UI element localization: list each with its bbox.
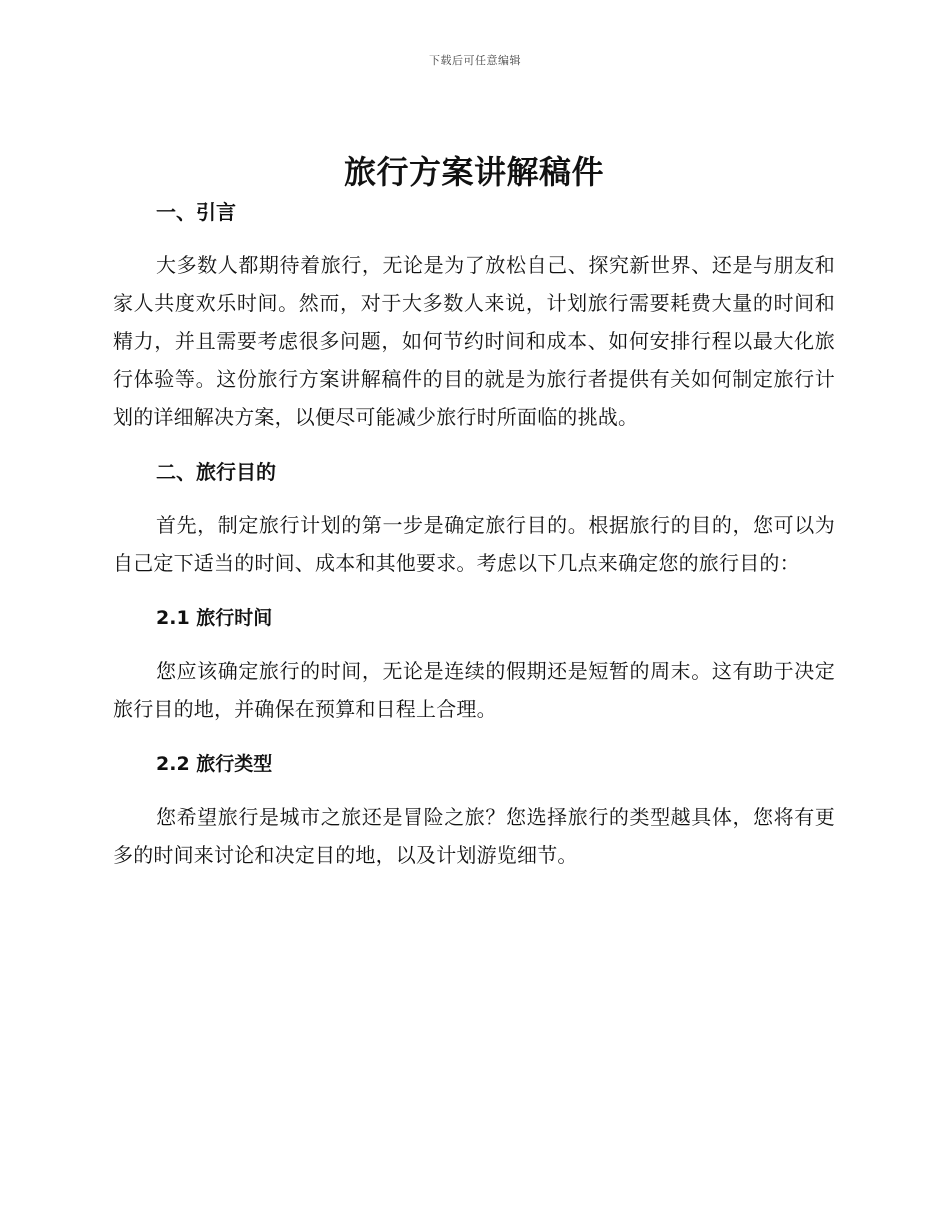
document-title: 旅行方案讲解稿件 xyxy=(343,153,604,191)
subsection-heading-travel-type: 2.2 旅行类型 xyxy=(156,753,273,775)
subsection-heading-travel-time: 2.1 旅行时间 xyxy=(156,607,273,629)
section-paragraph-introduction: 大多数人都期待着旅行，无论是为了放松自己、探究新世界、还是与朋友和家人共度欢乐时间。然而，对于大多数人来说，计划旅行需要耗费大量的时间和精力，并且需要考虑很多问题，如何节约时间和成本、如何安排行程以最大化旅行体验等。这份旅行方案讲解稿件的目的就是为旅行者提供有关如何制定旅行计划的详细解决方案，以便尽可能减少旅行时所面临的挑战。 xyxy=(113,253,835,429)
section-heading-introduction: 一、引言 xyxy=(156,200,236,224)
page-header-note: 下载后可任意编辑 xyxy=(429,54,521,67)
section-heading-travel-purpose: 二、旅行目的 xyxy=(156,460,276,484)
subsection-paragraph-travel-type: 您希望旅行是城市之旅还是冒险之旅？您选择旅行的类型越具体，您将有更多的时间来讨论和决定目的地，以及计划游览细节。 xyxy=(113,805,835,867)
section-paragraph-travel-purpose: 首先，制定旅行计划的第一步是确定旅行目的。根据旅行的目的，您可以为自己定下适当的时间、成本和其他要求。考虑以下几点来确定您的旅行目的： xyxy=(113,513,835,575)
subsection-paragraph-travel-time: 您应该确定旅行的时间，无论是连续的假期还是短暂的周末。这有助于决定旅行目的地，并确保在预算和日程上合理。 xyxy=(113,659,835,721)
document-body xyxy=(113,150,835,874)
